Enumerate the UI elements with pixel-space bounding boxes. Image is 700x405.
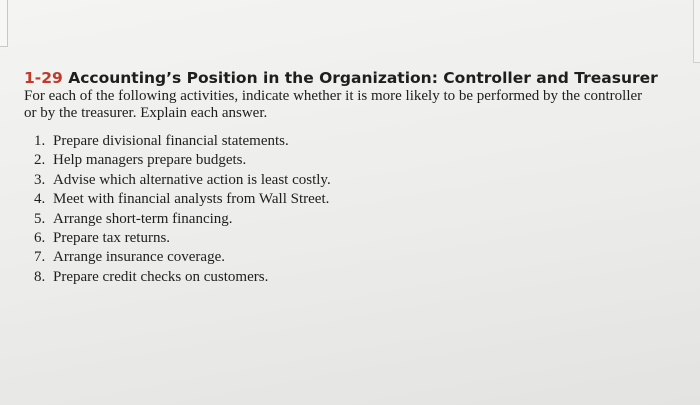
activity-item: [34, 151, 674, 170]
activity-text: Meet with financial analysts from Wall Street.: [53, 191, 330, 208]
activity-text: Advise which alternative action is least costly.: [53, 171, 331, 188]
activity-item: [34, 190, 674, 209]
problem-number: 1-29: [24, 69, 63, 87]
activity-number: 1.: [34, 133, 46, 149]
activity-text: Arrange insurance coverage.: [53, 249, 225, 266]
activity-number: 7.: [34, 249, 46, 266]
problem-title: Accounting’s Position in the Organization: Controller and Treasurer: [68, 69, 658, 87]
activity-text: Prepare divisional financial statements.: [53, 133, 289, 149]
activity-text: Prepare credit checks on customers.: [53, 268, 269, 285]
activity-number: 8.: [34, 268, 46, 285]
problem-heading: [24, 68, 674, 88]
activity-item: [34, 229, 674, 248]
activity-text: Help managers prepare budgets.: [53, 152, 247, 169]
activity-list: [24, 132, 674, 287]
problem-1-29: [24, 68, 674, 287]
next-page-edge: [693, 0, 700, 63]
activity-item: [34, 268, 674, 287]
activity-text: Prepare tax returns.: [53, 230, 171, 247]
activity-item: [34, 171, 674, 190]
activity-text: Arrange short-term financing.: [53, 210, 233, 227]
activity-item: [34, 248, 674, 267]
previous-page-edge: [0, 0, 8, 47]
activity-item: [34, 132, 674, 151]
activity-number: 5.: [34, 210, 46, 227]
activity-number: 4.: [34, 191, 46, 208]
activity-number: 6.: [34, 230, 46, 247]
activity-number: 3.: [34, 171, 46, 188]
activity-item: [34, 210, 674, 229]
problem-instructions: For each of the following activities, indicate whether it is more likely to be performed by the controller or by the treasurer. Explain each answer.: [24, 88, 643, 121]
activity-number: 2.: [34, 152, 46, 169]
